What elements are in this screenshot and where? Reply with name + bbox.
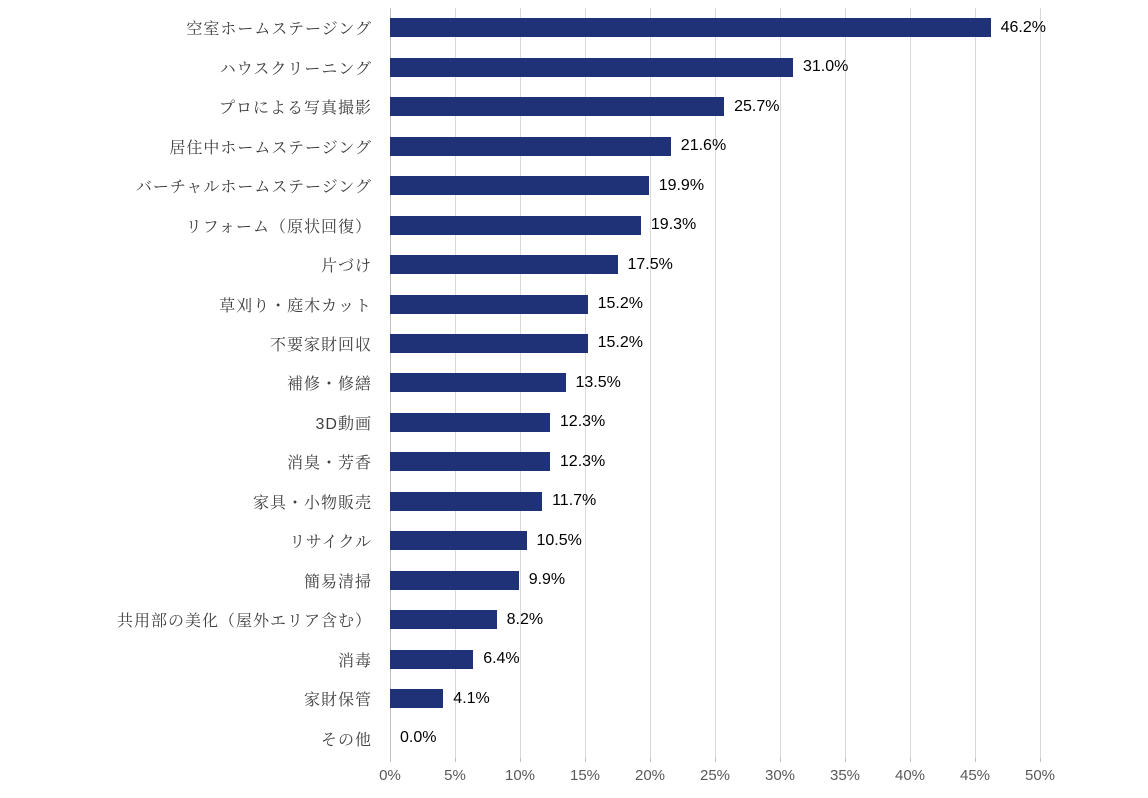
axis-tick — [715, 758, 716, 762]
bar — [390, 452, 550, 471]
bar — [390, 650, 473, 669]
category-label: 家財保管 — [303, 692, 372, 710]
value-label: 12.3% — [559, 413, 606, 431]
axis-tick — [455, 758, 456, 762]
bar-row — [0, 126, 1148, 165]
bar — [390, 689, 443, 708]
bar-row — [0, 640, 1148, 679]
bar — [390, 413, 550, 432]
category-label: 草刈り・庭木カット — [219, 297, 372, 315]
value-label: 15.2% — [597, 334, 643, 352]
bar-row — [0, 205, 1148, 244]
bar — [390, 176, 649, 195]
value-label: 6.4% — [483, 650, 520, 668]
value-label: 31.0% — [803, 58, 849, 76]
axis-tick — [910, 758, 911, 762]
category-label: リフォーム（原状回復） — [185, 218, 372, 236]
bar-row — [0, 363, 1148, 402]
bar — [390, 137, 671, 156]
value-label: 11.7% — [552, 492, 597, 510]
x-tick-label: 5% — [444, 767, 466, 784]
chart-rows — [0, 8, 1148, 758]
category-label: プロによる写真撮影 — [218, 100, 372, 118]
category-label: 共用部の美化（屋外エリア含む） — [116, 613, 372, 631]
category-label: 空室ホームステージング — [186, 21, 372, 39]
x-tick-label: 0% — [379, 767, 401, 784]
value-label: 10.5% — [536, 531, 582, 549]
bar — [390, 18, 991, 37]
category-label: その他 — [320, 731, 372, 749]
x-tick-label: 20% — [634, 767, 666, 784]
bar-row — [0, 284, 1148, 323]
value-label: 46.2% — [1000, 18, 1046, 36]
category-label: 消毒 — [337, 652, 372, 670]
bar-row — [0, 8, 1148, 47]
bar-row — [0, 442, 1148, 481]
bar — [390, 373, 566, 392]
bar — [390, 216, 641, 235]
x-tick-label: 10% — [504, 767, 536, 784]
bar — [390, 571, 519, 590]
category-label: ハウスクリーニング — [219, 60, 372, 78]
bar — [390, 531, 527, 550]
bar-row — [0, 679, 1148, 718]
bar — [390, 334, 588, 353]
category-label: 不要家財回収 — [269, 336, 372, 354]
value-label: 12.3% — [559, 452, 606, 470]
category-label: 補修・修繕 — [286, 376, 372, 394]
bar-row — [0, 166, 1148, 205]
category-label: 簡易清掃 — [303, 573, 372, 591]
category-label: リサイクル — [289, 534, 372, 552]
value-label: 21.6% — [680, 137, 727, 155]
x-tick-label: 45% — [959, 767, 991, 784]
bar — [390, 492, 542, 511]
bar-row — [0, 324, 1148, 363]
value-label: 13.5% — [575, 373, 621, 391]
value-label: 19.9% — [658, 176, 705, 194]
category-label: 家具・小物販売 — [252, 494, 372, 512]
axis-tick — [585, 758, 586, 762]
x-tick-label: 15% — [569, 767, 601, 784]
x-axis — [379, 767, 1090, 789]
axis-tick — [650, 758, 651, 762]
value-label: 4.1% — [453, 689, 490, 707]
value-label: 0.0% — [400, 729, 437, 747]
bar — [390, 97, 724, 116]
bar — [390, 255, 618, 274]
x-tick-label: 35% — [829, 767, 861, 784]
bar-row — [0, 87, 1148, 126]
value-label: 8.2% — [506, 610, 544, 628]
bar-row — [0, 245, 1148, 284]
category-label: 消臭・芳香 — [286, 455, 372, 473]
bar-row — [0, 482, 1148, 521]
x-tick-label: 30% — [764, 767, 796, 784]
bar — [390, 295, 588, 314]
category-label: バーチャルホームステージング — [135, 179, 372, 197]
axis-tick — [845, 758, 846, 762]
value-label: 25.7% — [734, 97, 780, 115]
bar-row — [0, 47, 1148, 86]
axis-tick — [975, 758, 976, 762]
bar — [390, 610, 497, 629]
axis-tick — [520, 758, 521, 762]
bar-row — [0, 403, 1148, 442]
bar-row — [0, 600, 1148, 639]
category-label: 片づけ — [320, 258, 372, 276]
value-label: 19.3% — [650, 216, 697, 234]
value-label: 15.2% — [597, 295, 643, 313]
axis-tick — [1040, 758, 1041, 762]
x-tick-label: 50% — [1024, 767, 1056, 784]
value-label: 9.9% — [528, 571, 566, 589]
axis-tick — [780, 758, 781, 762]
value-label: 17.5% — [627, 255, 673, 273]
x-tick-label: 25% — [699, 767, 731, 784]
category-label: 居住中ホームステージング — [169, 139, 372, 157]
bar — [390, 58, 793, 77]
bar-row — [0, 561, 1148, 600]
x-tick-label: 40% — [894, 767, 926, 784]
category-label: 3D動画 — [315, 415, 372, 433]
bar-row — [0, 521, 1148, 560]
axis-tick — [390, 758, 391, 762]
bar-row — [0, 718, 1148, 757]
